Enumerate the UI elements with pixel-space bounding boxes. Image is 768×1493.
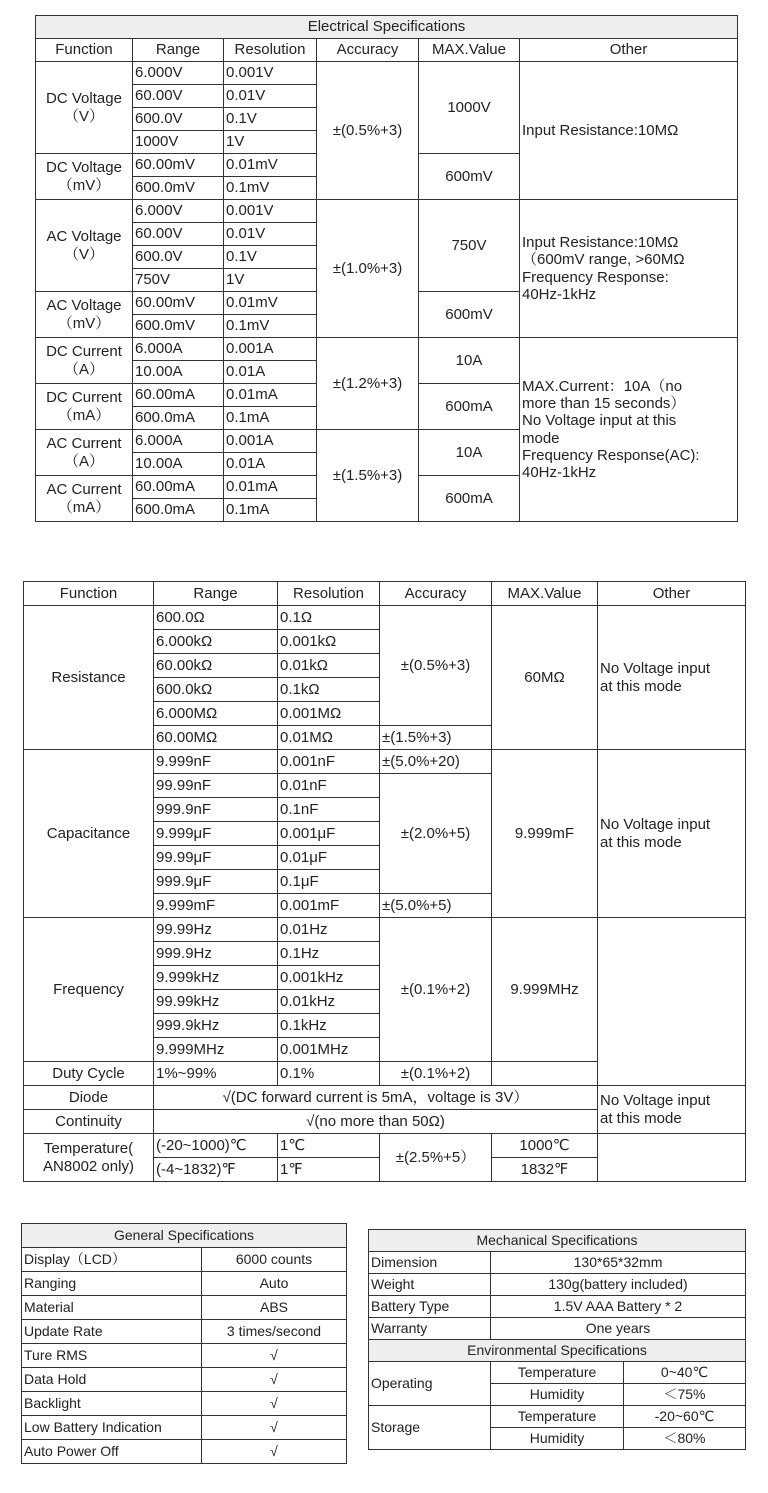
resolution-cell: 0.1nF bbox=[278, 798, 380, 822]
range-cell: 600.0V bbox=[133, 246, 224, 269]
resolution-cell: 0.01V bbox=[224, 85, 317, 108]
other-resistance: No Voltage input at this mode bbox=[598, 606, 746, 750]
max-ac-voltage: 750V bbox=[419, 200, 520, 292]
spec-label: Warranty bbox=[369, 1318, 491, 1340]
max-capacitance: 9.999mF bbox=[492, 750, 598, 918]
function-temperature: Temperature( AN8002 only) bbox=[24, 1134, 154, 1182]
function-capacitance: Capacitance bbox=[24, 750, 154, 918]
resolution-cell: 1V bbox=[224, 131, 317, 154]
max-temperature-f: 1832℉ bbox=[492, 1158, 598, 1182]
col-header-other: Other bbox=[520, 39, 738, 62]
continuity-description: √(no more than 50Ω) bbox=[154, 1110, 598, 1134]
resolution-cell: 0.1Ω bbox=[278, 606, 380, 630]
range-cell: 99.99kHz bbox=[154, 990, 278, 1014]
resolution-cell: 0.1mA bbox=[224, 499, 317, 522]
range-cell: 60.00mV bbox=[133, 154, 224, 177]
range-cell: 1%~99% bbox=[154, 1062, 278, 1086]
env-value: ＜75% bbox=[624, 1384, 746, 1406]
range-cell: 999.9nF bbox=[154, 798, 278, 822]
spec-value: √ bbox=[202, 1368, 347, 1392]
other-diode: No Voltage input at this mode bbox=[598, 1086, 746, 1134]
spec-label: Ranging bbox=[22, 1272, 202, 1296]
range-cell: 9.999nF bbox=[154, 750, 278, 774]
resolution-cell: 0.01kHz bbox=[278, 990, 380, 1014]
resolution-cell: 0.1% bbox=[278, 1062, 380, 1086]
resolution-cell: 0.1Hz bbox=[278, 942, 380, 966]
spec-label: Backlight bbox=[22, 1392, 202, 1416]
spec-value: 1.5V AAA Battery * 2 bbox=[491, 1296, 746, 1318]
max-dc-voltage: 1000V bbox=[419, 62, 520, 154]
max-ac-current: 10A bbox=[419, 430, 520, 476]
resolution-cell: 0.1mV bbox=[224, 177, 317, 200]
resolution-cell: 1℉ bbox=[278, 1158, 380, 1182]
col-header-resolution: Resolution bbox=[224, 39, 317, 62]
accuracy-dc-current: ±(1.2%+3) bbox=[317, 338, 419, 430]
range-cell: 6.000MΩ bbox=[154, 702, 278, 726]
spec-label: Display（LCD） bbox=[22, 1248, 202, 1272]
function-ac-voltage: AC Voltage （V） bbox=[36, 200, 133, 292]
spec-value: 3 times/second bbox=[202, 1320, 347, 1344]
spec-value: √ bbox=[202, 1440, 347, 1464]
resolution-cell: 0.01A bbox=[224, 453, 317, 476]
spec-value: 130g(battery included) bbox=[491, 1274, 746, 1296]
spec-value: 130*65*32mm bbox=[491, 1252, 746, 1274]
accuracy-temperature: ±(2.5%+5） bbox=[380, 1134, 492, 1182]
accuracy-dc-voltage: ±(0.5%+3) bbox=[317, 62, 419, 200]
spec-label: Update Rate bbox=[22, 1320, 202, 1344]
env-value: -20~60℃ bbox=[624, 1406, 746, 1428]
spec-label: Auto Power Off bbox=[22, 1440, 202, 1464]
range-cell: 600.0V bbox=[133, 108, 224, 131]
resolution-cell: 0.1kΩ bbox=[278, 678, 380, 702]
function-ac-current-ma: AC Current （mA） bbox=[36, 476, 133, 522]
general-spec-table bbox=[21, 1223, 347, 1464]
col-header-other: Other bbox=[598, 582, 746, 606]
resolution-cell: 0.01Hz bbox=[278, 918, 380, 942]
range-cell: 600.0mV bbox=[133, 315, 224, 338]
resolution-cell: 0.01V bbox=[224, 223, 317, 246]
resolution-cell: 0.1kHz bbox=[278, 1014, 380, 1038]
resolution-cell: 0.1mA bbox=[224, 407, 317, 430]
spec-label: Battery Type bbox=[369, 1296, 491, 1318]
env-param: Humidity bbox=[491, 1384, 624, 1406]
function-dc-current-ma: DC Current （mA） bbox=[36, 384, 133, 430]
accuracy-frequency: ±(0.1%+2) bbox=[380, 918, 492, 1062]
resolution-cell: 1V bbox=[224, 269, 317, 292]
other-dc-voltage: Input Resistance:10MΩ bbox=[520, 62, 738, 200]
max-resistance: 60MΩ bbox=[492, 606, 598, 750]
other-temperature-empty bbox=[598, 1134, 746, 1182]
col-header-resolution: Resolution bbox=[278, 582, 380, 606]
resolution-cell: 0.001A bbox=[224, 338, 317, 361]
range-cell: 600.0mA bbox=[133, 499, 224, 522]
max-dc-current: 10A bbox=[419, 338, 520, 384]
range-cell: 6.000A bbox=[133, 338, 224, 361]
spec-value: √ bbox=[202, 1416, 347, 1440]
resolution-cell: 0.001MΩ bbox=[278, 702, 380, 726]
general-spec-title: General Specifications bbox=[22, 1224, 347, 1248]
accuracy-ac-current: ±(1.5%+3) bbox=[317, 430, 419, 522]
range-cell: 9.999kHz bbox=[154, 966, 278, 990]
spec-value: One years bbox=[491, 1318, 746, 1340]
function-dc-voltage-mv: DC Voltage （mV） bbox=[36, 154, 133, 200]
resolution-cell: 0.1V bbox=[224, 246, 317, 269]
col-header-range: Range bbox=[154, 582, 278, 606]
range-cell: 99.99μF bbox=[154, 846, 278, 870]
diode-description: √(DC forward current is 5mA，voltage is 3V） bbox=[154, 1086, 598, 1110]
max-frequency: 9.999MHz bbox=[492, 918, 598, 1062]
other-ac-voltage: Input Resistance:10MΩ （600mV range, >60MΩ Frequency Response: 40Hz-1kHz bbox=[520, 200, 738, 338]
range-cell: 600.0mA bbox=[133, 407, 224, 430]
accuracy-capacitance-low: ±(5.0%+20) bbox=[380, 750, 492, 774]
resolution-cell: 1℃ bbox=[278, 1134, 380, 1158]
range-cell: 750V bbox=[133, 269, 224, 292]
resolution-cell: 0.001nF bbox=[278, 750, 380, 774]
env-storage-label: Storage bbox=[369, 1406, 491, 1450]
env-operating-label: Operating bbox=[369, 1362, 491, 1406]
accuracy-resistance: ±(0.5%+3) bbox=[380, 606, 492, 726]
max-ac-current-ma: 600mA bbox=[419, 476, 520, 522]
spec-label: Low Battery Indication bbox=[22, 1416, 202, 1440]
spec-label: Material bbox=[22, 1296, 202, 1320]
col-header-function: Function bbox=[36, 39, 133, 62]
electrical-spec-table bbox=[35, 15, 738, 522]
range-cell: 99.99nF bbox=[154, 774, 278, 798]
accuracy-resistance-high: ±(1.5%+3) bbox=[380, 726, 492, 750]
max-dc-current-ma: 600mA bbox=[419, 384, 520, 430]
mechanical-spec-table bbox=[368, 1229, 746, 1450]
resolution-cell: 0.001kΩ bbox=[278, 630, 380, 654]
function-diode: Diode bbox=[24, 1086, 154, 1110]
range-cell: (-4~1832)℉ bbox=[154, 1158, 278, 1182]
resolution-cell: 0.01MΩ bbox=[278, 726, 380, 750]
accuracy-capacitance-high: ±(5.0%+5) bbox=[380, 894, 492, 918]
resolution-cell: 0.01mV bbox=[224, 292, 317, 315]
resolution-cell: 0.001V bbox=[224, 62, 317, 85]
function-continuity: Continuity bbox=[24, 1110, 154, 1134]
env-value: ＜80% bbox=[624, 1428, 746, 1450]
spec-value: 6000 counts bbox=[202, 1248, 347, 1272]
mechanical-spec-title: Mechanical Specifications bbox=[369, 1230, 746, 1252]
other-capacitance: No Voltage input at this mode bbox=[598, 750, 746, 918]
range-cell: 6.000V bbox=[133, 200, 224, 223]
spec-label: Data Hold bbox=[22, 1368, 202, 1392]
env-param: Temperature bbox=[491, 1406, 624, 1428]
max-ac-voltage-mv: 600mV bbox=[419, 292, 520, 338]
range-cell: 60.00V bbox=[133, 223, 224, 246]
spec-value: √ bbox=[202, 1344, 347, 1368]
range-cell: 60.00mV bbox=[133, 292, 224, 315]
col-header-max-value: MAX.Value bbox=[492, 582, 598, 606]
measurement-spec-table bbox=[23, 581, 746, 1182]
range-cell: (-20~1000)℃ bbox=[154, 1134, 278, 1158]
function-frequency: Frequency bbox=[24, 918, 154, 1062]
env-param: Humidity bbox=[491, 1428, 624, 1450]
col-header-max-value: MAX.Value bbox=[419, 39, 520, 62]
spec-label: Dimension bbox=[369, 1252, 491, 1274]
range-cell: 999.9kHz bbox=[154, 1014, 278, 1038]
function-dc-current: DC Current （A） bbox=[36, 338, 133, 384]
accuracy-capacitance-mid: ±(2.0%+5) bbox=[380, 774, 492, 894]
resolution-cell: 0.01mA bbox=[224, 476, 317, 499]
range-cell: 9.999MHz bbox=[154, 1038, 278, 1062]
resolution-cell: 0.01kΩ bbox=[278, 654, 380, 678]
function-ac-current: AC Current （A） bbox=[36, 430, 133, 476]
spec-value: Auto bbox=[202, 1272, 347, 1296]
max-dc-voltage-mv: 600mV bbox=[419, 154, 520, 200]
range-cell: 60.00mA bbox=[133, 384, 224, 407]
resolution-cell: 0.1V bbox=[224, 108, 317, 131]
accuracy-ac-voltage: ±(1.0%+3) bbox=[317, 200, 419, 338]
other-frequency-empty bbox=[598, 918, 746, 1086]
resolution-cell: 0.001kHz bbox=[278, 966, 380, 990]
env-param: Temperature bbox=[491, 1362, 624, 1384]
col-header-function: Function bbox=[24, 582, 154, 606]
resolution-cell: 0.001V bbox=[224, 200, 317, 223]
spec-value: √ bbox=[202, 1392, 347, 1416]
environmental-spec-title: Environmental Specifications bbox=[369, 1340, 746, 1362]
electrical-spec-title: Electrical Specifications bbox=[36, 16, 738, 39]
range-cell: 6.000A bbox=[133, 430, 224, 453]
col-header-accuracy: Accuracy bbox=[317, 39, 419, 62]
max-duty-cycle-empty bbox=[492, 1062, 598, 1086]
range-cell: 99.99Hz bbox=[154, 918, 278, 942]
range-cell: 6.000kΩ bbox=[154, 630, 278, 654]
spec-label: Weight bbox=[369, 1274, 491, 1296]
range-cell: 600.0mV bbox=[133, 177, 224, 200]
other-current: MAX.Current：10A（no more than 15 seconds） No Voltage input at this mode Frequency Response(AC): 40Hz-1kHz bbox=[520, 338, 738, 522]
function-dc-voltage: DC Voltage （V） bbox=[36, 62, 133, 154]
spec-label: Ture RMS bbox=[22, 1344, 202, 1368]
range-cell: 10.00A bbox=[133, 361, 224, 384]
resolution-cell: 0.1μF bbox=[278, 870, 380, 894]
range-cell: 60.00mA bbox=[133, 476, 224, 499]
range-cell: 600.0Ω bbox=[154, 606, 278, 630]
resolution-cell: 0.1mV bbox=[224, 315, 317, 338]
resolution-cell: 0.001mF bbox=[278, 894, 380, 918]
resolution-cell: 0.01A bbox=[224, 361, 317, 384]
range-cell: 9.999μF bbox=[154, 822, 278, 846]
resolution-cell: 0.001A bbox=[224, 430, 317, 453]
resolution-cell: 0.001μF bbox=[278, 822, 380, 846]
range-cell: 999.9Hz bbox=[154, 942, 278, 966]
range-cell: 60.00MΩ bbox=[154, 726, 278, 750]
range-cell: 1000V bbox=[133, 131, 224, 154]
range-cell: 999.9μF bbox=[154, 870, 278, 894]
range-cell: 10.00A bbox=[133, 453, 224, 476]
col-header-range: Range bbox=[133, 39, 224, 62]
function-duty-cycle: Duty Cycle bbox=[24, 1062, 154, 1086]
resolution-cell: 0.01mA bbox=[224, 384, 317, 407]
range-cell: 6.000V bbox=[133, 62, 224, 85]
max-temperature-c: 1000℃ bbox=[492, 1134, 598, 1158]
resolution-cell: 0.01nF bbox=[278, 774, 380, 798]
resolution-cell: 0.01mV bbox=[224, 154, 317, 177]
accuracy-duty-cycle: ±(0.1%+2) bbox=[380, 1062, 492, 1086]
env-value: 0~40℃ bbox=[624, 1362, 746, 1384]
resolution-cell: 0.01μF bbox=[278, 846, 380, 870]
spec-value: ABS bbox=[202, 1296, 347, 1320]
range-cell: 60.00V bbox=[133, 85, 224, 108]
range-cell: 600.0kΩ bbox=[154, 678, 278, 702]
range-cell: 60.00kΩ bbox=[154, 654, 278, 678]
function-ac-voltage-mv: AC Voltage （mV） bbox=[36, 292, 133, 338]
col-header-accuracy: Accuracy bbox=[380, 582, 492, 606]
range-cell: 9.999mF bbox=[154, 894, 278, 918]
resolution-cell: 0.001MHz bbox=[278, 1038, 380, 1062]
function-resistance: Resistance bbox=[24, 606, 154, 750]
